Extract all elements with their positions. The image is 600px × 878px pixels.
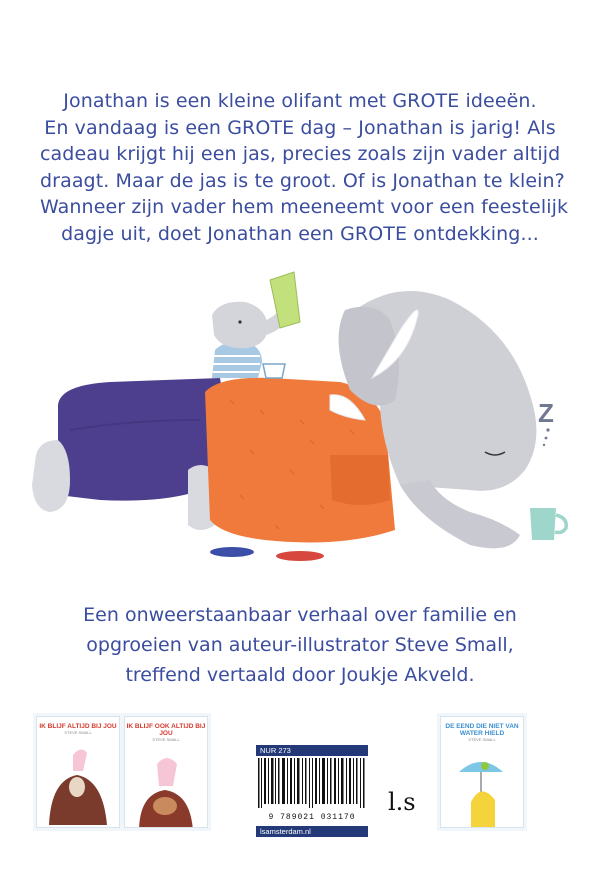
related-book-cover (36, 716, 120, 828)
related-book-cover (440, 716, 524, 828)
sleeping-elephant-illustration (0, 270, 600, 590)
nur-code: NUR 273 (256, 745, 368, 756)
coaster (276, 551, 324, 561)
elephant-foot (32, 440, 70, 512)
related-book-author: STEVE SMALL (64, 730, 92, 735)
coaster (210, 547, 254, 557)
baby-elephant-head (212, 302, 268, 348)
teacup (263, 364, 285, 378)
blurb-line: Jonathan is een kleine olifant met GROTE ideeën. (63, 90, 537, 112)
tagline-line: treffend vertaald door Joukje Akveld. (125, 664, 475, 686)
snore-z: Z (538, 398, 554, 428)
publisher-website: lsamsterdam.nl (256, 826, 368, 837)
tagline-line: Een onweerstaanbaar verhaal over familie en (83, 604, 517, 626)
related-book-author: STEVE SMALL (468, 737, 496, 742)
barcode-block (256, 745, 368, 837)
isbn-number: 9 789021 031170 (268, 813, 356, 822)
related-book-title: IK BLIJF OOK ALTIJD BIJ JOU (126, 723, 206, 737)
related-book-title: DE EEND DIE NIET VAN WATER HIELD (445, 723, 519, 737)
publisher-logo: l.s (388, 788, 416, 816)
barcode (256, 756, 368, 808)
duck-cover-art (441, 742, 523, 828)
blurb-line: Wanneer zijn vader hem meeneemt voor een feestelijk (40, 196, 569, 218)
blurb-line: cadeau krijgt hij een jas, precies zoals zijn vader altijd (40, 143, 561, 165)
blurb-line: dagje uit, doet Jonathan een GROTE ontdekking... (61, 222, 539, 245)
bear-cover-art (125, 742, 207, 828)
tagline-line: opgroeien van auteur-illustrator Steve Small, (86, 634, 514, 656)
blurb-line: draagt. Maar de jas is te groot. Of is Jonathan te klein? (40, 169, 565, 192)
related-book-cover (124, 716, 208, 828)
related-book-title: IK BLIJF ALTIJD BIJ JOU (39, 723, 117, 730)
trunk (400, 480, 520, 548)
blurb-line: En vandaag is een GROTE dag – Jonathan is jarig! Als (44, 116, 556, 139)
bear-cover-art (37, 735, 119, 825)
tagline-text (40, 600, 560, 690)
related-book-author: STEVE SMALL (152, 737, 180, 742)
blurb-text (40, 88, 569, 247)
coat-pocket (330, 455, 390, 505)
mug (530, 508, 556, 540)
